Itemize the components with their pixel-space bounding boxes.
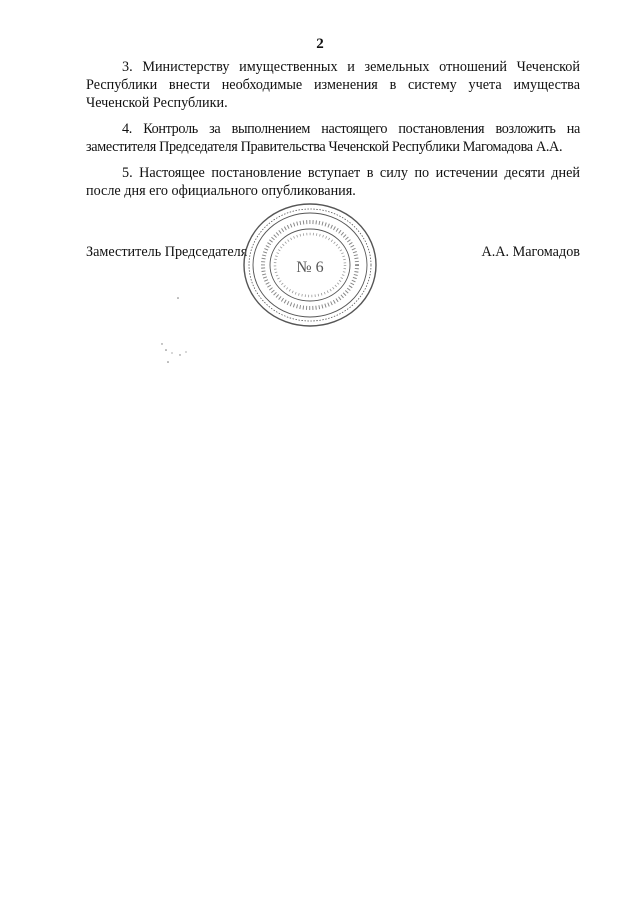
official-seal	[240, 200, 380, 330]
page-number: 2	[316, 36, 324, 52]
seal-number: № 6	[296, 259, 324, 276]
signatory-name: А.А. Магомадов	[481, 244, 580, 260]
signatory-title: Заместитель Председателя	[86, 244, 248, 260]
paragraph-3: 3. Министерству имущественных и земельных отношений Чеченской Республики внести необходимые изменения в систему учета имущества Чеченской Республики.	[86, 59, 580, 111]
scan-specks	[150, 290, 210, 370]
seal-graphic	[240, 200, 380, 330]
paragraph-5: 5. Настоящее постановление вступает в силу по истечении десяти дней после дня его официального опубликования.	[86, 165, 580, 199]
paragraph-4: 4. Контроль за выполнением настоящего постановления возложить на заместителя Председателя Правительства Чеченской Республики Магомадова А.А.	[86, 121, 580, 155]
document-body	[86, 58, 580, 208]
